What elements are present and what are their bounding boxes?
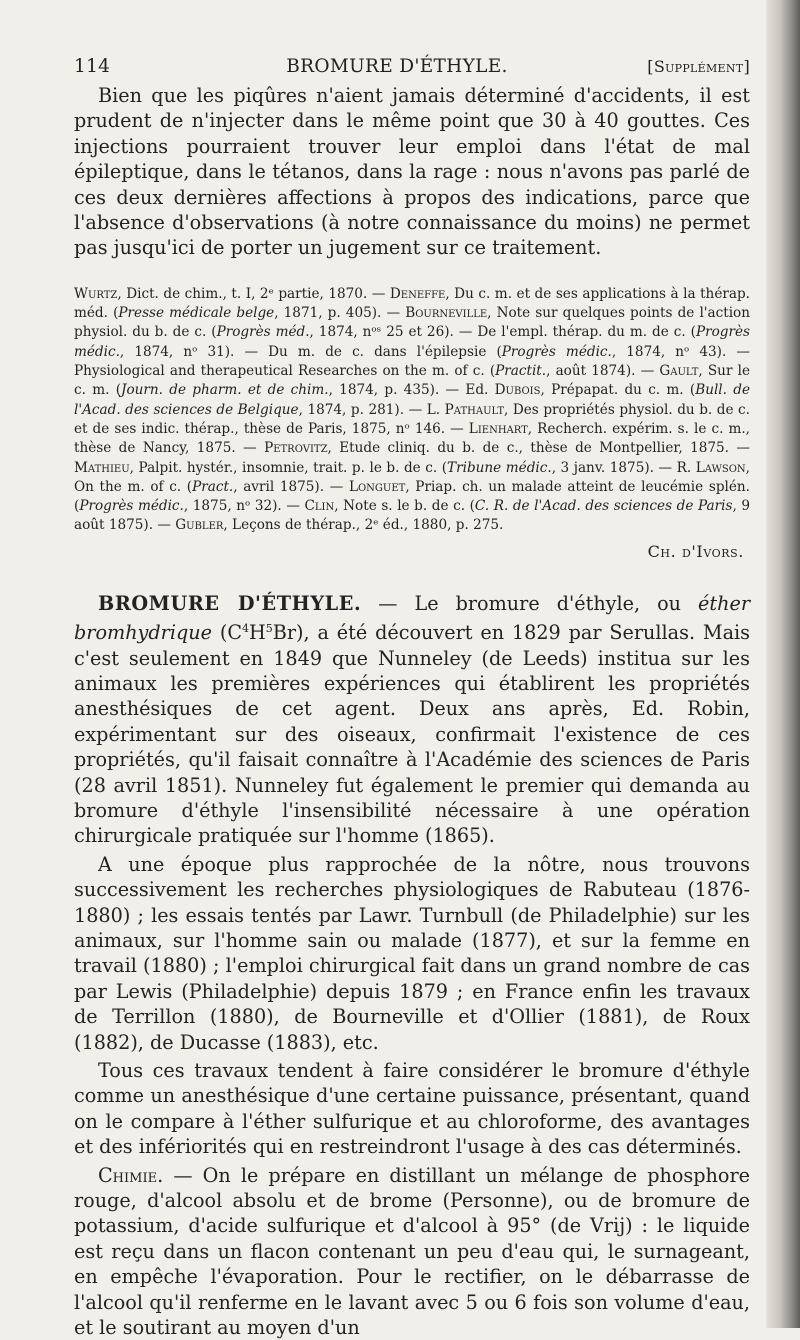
entry-text: Br), a été découvert en 1829 par Serullas. Mais c'est seulement en 1849 que Nunneley (de Leeds) institua sur les animaux les premières expériences qui établirent les propriétés anesthésiques de cet agent. Deux ans après, Ed. Robin, expérimentant sur des oiseaux, confirmait l'existence de ces propriétés, qu'il faisait connaître à l'Académie des sciences de Paris (28 avril 1851). Nunneley fut également le premier qui demanda au bromure d'éthyle l'insensibilité nécessaire à une opération chirurgicale pratiquée sur l'homme (1865). bbox=[74, 621, 750, 848]
entry-bromure-ethyle bbox=[74, 591, 750, 849]
bib-text: , Du c. m. et de ses applications à la thérap. méd. ( bbox=[74, 285, 750, 322]
entry-intro: — Le bromure d'éthyle, ou bbox=[361, 591, 699, 615]
bib-text: , août 1874). — bbox=[546, 363, 660, 380]
bib-text: , Note sur quelques points de l'action physiol. du b. de c. ( bbox=[74, 305, 750, 341]
bib-author: Bourneville bbox=[405, 305, 488, 322]
bib-author: Gubler bbox=[175, 517, 224, 534]
bib-text: , 1874, p. 435). — Ed. bbox=[328, 382, 495, 399]
running-head bbox=[74, 56, 750, 77]
bib-author: Wurtz bbox=[74, 285, 118, 302]
section-label: [Supplément] bbox=[647, 57, 750, 76]
paragraph-injections: Bien que les piqûres n'aient jamais déterminé d'accidents, il est prudent de n'injecter dans le même point que 30 à 40 gouttes. Ces injections pourraient trouver leur emploi dans l'état de mal épileptique, dans le tétanos, dans la rage : nous n'avons pas parlé de ces deux dernières affections à propos des indications, parce que l'absence d'observations (à notre connaissance du moins) ne permet pas jusqu'ici de porter un jugement sur ce traitement. bbox=[74, 84, 750, 260]
author-signature: Ch. d'Ivors. bbox=[647, 541, 744, 561]
bib-text: , 1874, p. 281). — L. bbox=[298, 401, 445, 418]
bib-author: Pathault bbox=[444, 401, 504, 418]
formula-part: (C bbox=[212, 621, 243, 645]
bib-author: Lawson bbox=[695, 459, 746, 476]
bib-text: , 1875, nᵒ 32). — bbox=[183, 498, 305, 515]
formula-superscript: 5 bbox=[265, 622, 273, 636]
bib-text: , Dict. de chim., t. I, 2ᵉ partie, 1870. — bbox=[117, 285, 390, 302]
bib-text: , 3 janv. 1875). — R. bbox=[551, 459, 696, 476]
bib-journal: Pract. bbox=[192, 478, 234, 495]
bib-text: , Palpit. hystér., insomnie, trait. p. le b. de c. ( bbox=[129, 459, 448, 476]
bib-author: Deneffe bbox=[389, 285, 446, 302]
bib-author: Clin bbox=[304, 498, 335, 515]
page-edge-shadow bbox=[766, 0, 800, 1328]
bib-journal: Journ. de pharm. et de chim. bbox=[121, 382, 329, 399]
bib-text: , 1874, nᵒˢ 25 et 26). — De l'empl. thérap. du m. de c. ( bbox=[309, 324, 696, 341]
bib-text: , Sur le c. m. ( bbox=[74, 363, 750, 399]
formula-part: H bbox=[249, 621, 266, 645]
bib-text: , Recherch. expérim. s. le c. m., thèse de Nancy, 1875. — bbox=[74, 420, 750, 457]
entry-synonym: éther bromhydrique bbox=[74, 591, 750, 645]
page-number: 114 bbox=[74, 56, 111, 77]
bib-journal: Progrès médic. bbox=[74, 324, 750, 360]
bib-text: , Leçons de thérap., 2ᵉ éd., 1880, p. 275. bbox=[223, 517, 504, 534]
bib-text: , Des propriétés physiol. du b. de c. et de ses indic. thérap., thèse de Paris, 1875, nᵒ 146. — bbox=[74, 401, 750, 437]
bib-text: , Etude cliniq. du b. de c., thèse de Montpellier, 1875. — bbox=[327, 440, 750, 457]
chimie-text: — On le prépare en distillant un mélange de phosphore rouge, d'alcool absolu et de brome (Personne), ou de bromure de potassium, d'acide sulfurique et d'alcool à 95° (de Vrij) : le liquide est reçu dans un flacon contenant un peu d'eau qui, le surnageant, en empêche l'évaporation. Pour le rectifier, on le débarrasse de l'alcool qu'il renferme en le lavant avec 5 ou 6 fois son volume d'eau, et le soutirant au moyen d'un bbox=[74, 1163, 750, 1340]
running-title: BROMURE D'ÉTHYLE. bbox=[286, 56, 508, 77]
bib-text: , 1871, p. 405). — bbox=[274, 305, 406, 322]
bib-journal: Tribune médic. bbox=[447, 459, 552, 476]
bib-journal: Bull. de l'Acad. des sciences de Belgique bbox=[74, 382, 750, 418]
bibliography bbox=[74, 285, 750, 536]
entry-headword: BROMURE D'ÉTHYLE. bbox=[98, 591, 362, 615]
bib-text: , 1874, nᵒ 43). — Physiological and therapeutical Researches on the m. of c. ( bbox=[74, 343, 750, 380]
bib-text: , Note s. le b. de c. ( bbox=[334, 498, 475, 515]
bib-text: , avril 1875). — bbox=[233, 478, 349, 495]
formula-superscript: 4 bbox=[242, 622, 250, 636]
paragraph-conclusion: Tous ces travaux tendent à faire considérer le bromure d'éthyle comme un anesthésique d'une certaine puissance, présentant, quand on le compare à l'éther sulfurique et au chloroforme, des avantages et des infériorités qui en restreindront l'usage à des cas déterminés. bbox=[74, 1059, 750, 1159]
bib-author: Dubois bbox=[494, 382, 541, 399]
bib-text: , 9 août 1875). — bbox=[74, 498, 750, 534]
paragraph-chimie bbox=[74, 1163, 750, 1340]
bib-author: Petrovitz bbox=[264, 440, 328, 457]
bib-author: Mathieu bbox=[74, 459, 130, 476]
bib-author: Longuet bbox=[348, 478, 406, 495]
bib-text: , 1874, nᵒ 31). — Du m. de c. dans l'épilepsie ( bbox=[119, 343, 502, 360]
bib-journal: Progrès médic. bbox=[501, 343, 612, 360]
paragraph-history: A une époque plus rapprochée de la nôtre, nous trouvons successivement les recherches physiologiques de Rabuteau (1876-1880) ; les essais tentés par Lawr. Turnbull (de Philadelphie) sur les animaux, sur l'homme sain ou malade (1877), et sur la femme en travail (1880) ; l'emploi chirurgical fait dans un grand nombre de cas par Lewis (Philadelphie) depuis 1879 ; en France enfin les travaux de Terrillon (1880), de Bourneville et d'Ollier (1881), de Roux (1882), de Ducasse (1883), etc. bbox=[74, 852, 750, 1054]
bib-text: , On the m. of c. ( bbox=[74, 459, 750, 495]
bib-journal: Progrès médic. bbox=[79, 498, 184, 515]
bib-text: , Prépapat. du c. m. ( bbox=[540, 382, 696, 399]
bib-author: Lienhart bbox=[468, 420, 528, 437]
page-content bbox=[74, 56, 750, 1340]
bib-text: , Priap. ch. un malade atteint de leucémie splén. ( bbox=[74, 478, 750, 515]
chimie-label: Chimie. bbox=[98, 1163, 164, 1187]
bib-journal: C. R. de l'Acad. des sciences de Paris bbox=[474, 498, 733, 515]
bib-journal: Practit. bbox=[495, 363, 547, 380]
bib-author: Gault bbox=[659, 363, 699, 380]
bib-journal: Progrès méd. bbox=[216, 324, 310, 341]
bib-journal: Presse médicale belge bbox=[118, 305, 275, 322]
